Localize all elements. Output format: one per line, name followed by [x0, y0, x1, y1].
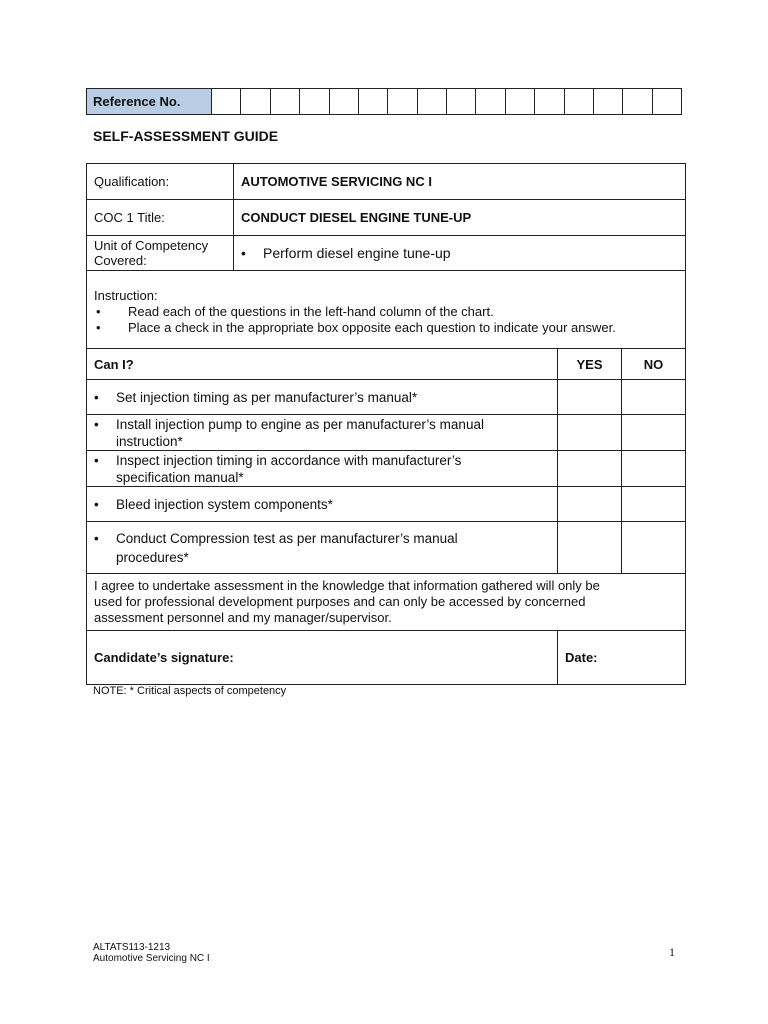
table-row [87, 487, 686, 522]
no-checkbox[interactable] [622, 380, 686, 415]
yes-checkbox[interactable] [558, 380, 622, 415]
reference-digit-box[interactable] [358, 89, 387, 115]
table-row [87, 522, 686, 574]
question-cell [87, 487, 558, 522]
question-cell [87, 380, 558, 415]
reference-digit-box[interactable] [652, 89, 681, 115]
reference-digit-box[interactable] [388, 89, 417, 115]
question-text: • Bleed injection system components* [94, 496, 550, 513]
question-text [94, 452, 550, 486]
reference-digit-box[interactable] [535, 89, 564, 115]
yes-checkbox[interactable] [558, 522, 622, 574]
instruction-title: Instruction: [94, 287, 158, 303]
question-cell [87, 451, 558, 487]
question-line: procedures* [116, 549, 189, 565]
question-line: instruction* [116, 433, 183, 449]
date-field[interactable]: Date: [558, 631, 686, 685]
question-text [94, 529, 550, 567]
instruction-cell [87, 271, 686, 349]
checklist-header-row [87, 349, 686, 380]
reference-digit-box[interactable] [270, 89, 299, 115]
unit-label-line2: Covered: [94, 253, 147, 268]
instruction-item: • Read each of the questions in the left-hand column of the chart. [94, 304, 678, 320]
instruction-list [94, 304, 678, 336]
yes-checkbox[interactable] [558, 415, 622, 451]
no-checkbox[interactable] [622, 415, 686, 451]
candidate-signature-field[interactable]: Candidate’s signature: [87, 631, 558, 685]
question-text [94, 416, 550, 450]
coc-value: CONDUCT DIESEL ENGINE TUNE-UP [234, 200, 686, 236]
coc-label: COC 1 Title: [87, 200, 234, 236]
question-cell [87, 415, 558, 451]
reference-digit-box[interactable] [564, 89, 593, 115]
no-checkbox[interactable] [622, 451, 686, 487]
reference-number-row [87, 89, 682, 115]
unit-value: • Perform diesel engine tune-up [241, 245, 678, 262]
signature-row [87, 631, 686, 685]
reference-number-table [86, 88, 682, 115]
reference-digit-box[interactable] [505, 89, 534, 115]
question-line: Inspect injection timing in accordance with manufacturer’s [116, 452, 462, 468]
no-checkbox[interactable] [622, 487, 686, 522]
footer [93, 942, 210, 964]
column-header-question: Can I? [87, 349, 558, 380]
unit-value-cell [234, 236, 686, 271]
reference-digit-box[interactable] [417, 89, 446, 115]
qualification-label: Qualification: [87, 164, 234, 200]
reference-digit-box[interactable] [300, 89, 329, 115]
qualification-row [87, 164, 686, 200]
agreement-text [87, 574, 686, 631]
unit-row [87, 236, 686, 271]
instruction-item: • Place a check in the appropriate box opposite each question to indicate your answer. [94, 320, 678, 336]
page-title: SELF-ASSESSMENT GUIDE [93, 128, 279, 144]
footer-code: ALTATS113-1213 [93, 942, 171, 953]
reference-number-label: Reference No. [87, 89, 212, 115]
agreement-line: used for professional development purposes and can only be accessed by concerned [94, 594, 586, 609]
question-line: Install injection pump to engine as per manufacturer’s manual [116, 416, 484, 432]
page-number: 1 [669, 945, 675, 959]
footer-title: Automotive Servicing NC I [93, 953, 210, 964]
column-header-no: NO [622, 349, 686, 380]
assessment-table [86, 163, 686, 685]
yes-checkbox[interactable] [558, 451, 622, 487]
question-cell [87, 522, 558, 574]
reference-digit-box[interactable] [476, 89, 505, 115]
table-row [87, 380, 686, 415]
qualification-value: AUTOMOTIVE SERVICING NC I [234, 164, 686, 200]
unit-label [87, 236, 234, 271]
agreement-line: I agree to undertake assessment in the knowledge that information gathered will only be [94, 578, 600, 593]
question-line: Conduct Compression test as per manufacturer’s manual [116, 530, 458, 546]
coc-row [87, 200, 686, 236]
table-row [87, 415, 686, 451]
unit-label-line1: Unit of Competency [94, 238, 209, 253]
question-line: specification manual* [116, 469, 244, 485]
reference-digit-box[interactable] [623, 89, 652, 115]
agreement-line: assessment personnel and my manager/supervisor. [94, 610, 392, 625]
reference-digit-box[interactable] [447, 89, 476, 115]
yes-checkbox[interactable] [558, 487, 622, 522]
reference-digit-box[interactable] [329, 89, 358, 115]
critical-aspects-note: NOTE: * Critical aspects of competency [93, 685, 287, 697]
reference-digit-box[interactable] [241, 89, 270, 115]
agreement-row [87, 574, 686, 631]
table-row [87, 451, 686, 487]
question-text: • Set injection timing as per manufacturer’s manual* [94, 389, 550, 406]
reference-digit-box[interactable] [212, 89, 241, 115]
instruction-row [87, 271, 686, 349]
reference-digit-box[interactable] [593, 89, 622, 115]
column-header-yes: YES [558, 349, 622, 380]
no-checkbox[interactable] [622, 522, 686, 574]
